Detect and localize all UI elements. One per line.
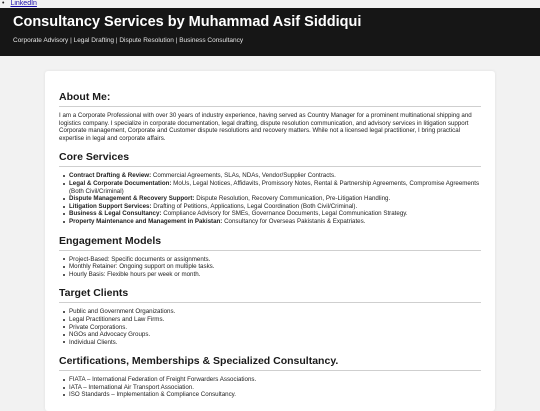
engagement-list	[59, 256, 481, 279]
list-item: Individual Clients.	[69, 339, 481, 347]
service-desc: MoUs, Legal Notices, Affidavits, Promissory Notes, Rental & Partnership Agreements, Compromise Agreements (Both Civil/Criminal)	[69, 179, 480, 195]
service-title: Business & Legal Consultancy:	[69, 210, 162, 218]
list-item: NGOs and Advocacy Groups.	[69, 331, 481, 339]
service-item	[69, 195, 481, 203]
certifications-list	[59, 376, 481, 399]
engagement-section	[59, 235, 481, 279]
service-item	[69, 210, 481, 218]
engagement-heading: Engagement Models	[59, 235, 481, 251]
service-desc: Drafting of Petitions, Applications, Legal Coordination (Both Civil/Criminal).	[151, 202, 358, 210]
service-title: Property Maintenance and Management in Pakistan:	[69, 217, 223, 225]
service-desc: Dispute Resolution, Recovery Communication, Pre-Litigation Handling.	[194, 195, 391, 203]
list-item: FIATA – International Federation of Freight Forwarders Associations.	[69, 376, 481, 384]
service-item	[69, 172, 481, 180]
service-title: Contract Drafting & Review:	[69, 172, 152, 180]
content-card	[45, 71, 495, 411]
list-item: ISO Standards – Implementation & Compliance Consultancy.	[69, 391, 481, 399]
about-text: I am a Corporate Professional with over 30 years of industry experience, having served as Country Manager for a prominent multinational shipping and logistics company. I specialize in corporate documentation, legal drafting, dispute resolution communication, and advisory services in litigation support Corporate management, Corporate and Customer dispute resolutions and recovery matters. While not a licensed legal practitioner, I bring practical expertise in legal and corporate affairs.	[59, 112, 472, 142]
service-title: Dispute Management & Recovery Support:	[69, 195, 195, 203]
top-nav	[0, 0, 540, 8]
linkedin-link[interactable]: LinkedIn	[10, 0, 37, 7]
page-title: Consultancy Services by Muhammad Asif Siddiqui	[13, 14, 362, 30]
certifications-heading: Certifications, Memberships & Specialized Consultancy.	[59, 355, 481, 371]
target-clients-heading: Target Clients	[59, 287, 481, 303]
service-desc: Commercial Agreements, SLAs, NDAs, Vendor/Supplier Contracts.	[151, 172, 336, 180]
service-item	[69, 203, 481, 211]
list-item: Monthly Retainer: Ongoing support on multiple tasks.	[69, 263, 481, 271]
core-services-list	[59, 172, 481, 225]
list-item: Private Corporations.	[69, 324, 481, 332]
core-services-section	[59, 151, 481, 225]
list-item: Project-Based: Specific documents or assignments.	[69, 256, 481, 264]
certifications-section	[59, 355, 481, 399]
about-section	[59, 91, 481, 142]
list-item: Legal Practitioners and Law Firms.	[69, 316, 481, 324]
target-clients-section	[59, 287, 481, 346]
page-subtitle: Corporate Advisory | Legal Drafting | Dispute Resolution | Business Consultancy	[13, 37, 244, 44]
nav-item-linkedin	[2, 0, 540, 8]
list-item: Hourly Basis: Flexible hours per week or month.	[69, 271, 481, 279]
service-item	[69, 180, 481, 195]
page-header	[0, 8, 540, 56]
service-item	[69, 218, 481, 226]
service-desc: Consultancy for Overseas Pakistanis & Expatriates.	[222, 217, 366, 225]
core-services-heading: Core Services	[59, 151, 481, 167]
service-desc: Compliance Advisory for SMEs, Governance Documents, Legal Communication Strategy.	[161, 210, 408, 218]
about-heading: About Me:	[59, 91, 481, 107]
service-title: Legal & Corporate Documentation:	[69, 179, 172, 187]
service-title: Litigation Support Services:	[69, 202, 152, 210]
list-item: Public and Government Organizations.	[69, 308, 481, 316]
nav-list	[0, 0, 540, 8]
target-clients-list	[59, 308, 481, 346]
list-item: IATA – International Air Transport Association.	[69, 384, 481, 392]
